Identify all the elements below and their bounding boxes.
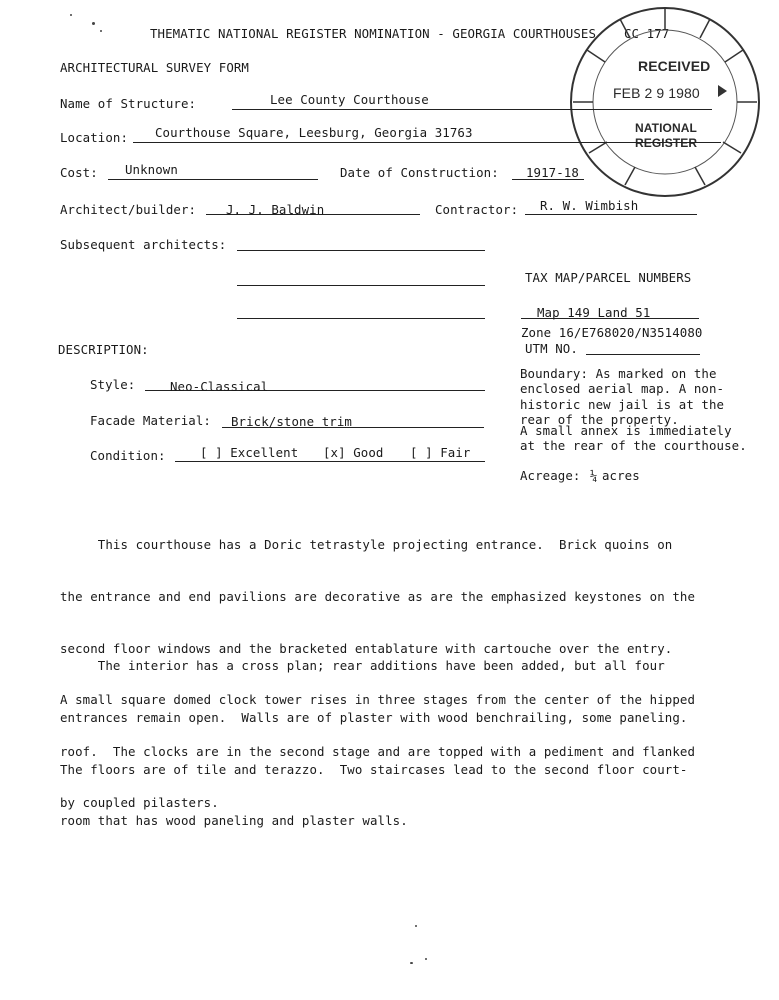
subsequent-underline-2 [237, 285, 485, 286]
boundary-line: enclosed aerial map. A non- [520, 381, 725, 396]
condition-underline [175, 461, 485, 462]
boundary-line: A small annex is immediately [520, 423, 732, 438]
body-line: roof. The clocks are in the second stage and are topped with a pediment and flanked [60, 743, 696, 759]
description-heading: DESCRIPTION: [58, 342, 149, 357]
stamp-register: REGISTER [635, 136, 698, 150]
location-underline [133, 142, 721, 143]
boundary-line: at the rear of the courthouse. [520, 438, 747, 453]
name-value: Lee County Courthouse [270, 92, 429, 107]
facade-value: Brick/stone trim [231, 414, 352, 429]
scan-speck [410, 962, 413, 964]
boundary-line: rear of the property. [520, 412, 679, 427]
tax-heading: TAX MAP/PARCEL NUMBERS [525, 270, 692, 285]
subsequent-underline-1 [237, 250, 485, 251]
acreage-value: ¼ [590, 468, 598, 483]
condition-label: Condition: [90, 448, 166, 463]
utm-label: UTM NO. [525, 341, 578, 356]
stamp-received: RECEIVED [638, 58, 711, 74]
scan-speck [92, 22, 95, 25]
zone-value: Zone 16/E768020/N3514080 [521, 325, 703, 340]
form-name: ARCHITECTURAL SURVEY FORM [60, 60, 249, 75]
contractor-value: R. W. Wimbish [540, 198, 639, 213]
condition-fair: [ ] Fair [410, 445, 471, 460]
body-line: The interior has a cross plan; rear additions have been added, but all four [60, 658, 665, 674]
cost-label: Cost: [60, 165, 98, 180]
location-value: Courthouse Square, Leesburg, Georgia 31763 [155, 125, 473, 140]
architect-label: Architect/builder: [60, 202, 197, 217]
style-label: Style: [90, 377, 136, 392]
style-value: Neo-Classical [170, 379, 269, 394]
body-line: by coupled pilasters. [60, 795, 219, 811]
body-line: room that has wood paneling and plaster walls. [60, 813, 408, 829]
body-line: A small square domed clock tower rises in three stages from the center of the hipped [60, 692, 696, 708]
contractor-label: Contractor: [435, 202, 519, 217]
facade-label: Facade Material: [90, 413, 211, 428]
name-underline [232, 109, 712, 110]
boundary-line: Boundary: As marked on the [520, 366, 717, 381]
body-line: This courthouse has a Doric tetrastyle projecting entrance. Brick quoins on [60, 537, 673, 553]
stamp-date: FEB 2 9 1980 [613, 85, 700, 101]
acreage-unit: acres [602, 468, 640, 483]
date-value: 1917-18 [526, 165, 579, 180]
utm-underline [586, 354, 700, 355]
scan-speck [415, 925, 417, 927]
location-label: Location: [60, 130, 129, 145]
acreage-label: Acreage: [520, 468, 581, 483]
date-label: Date of Construction: [340, 165, 499, 180]
subsequent-underline-3 [237, 318, 485, 319]
cost-underline [108, 179, 318, 180]
stamp-national: NATIONAL [635, 121, 697, 135]
scan-speck [425, 958, 427, 960]
subsequent-label: Subsequent architects: [60, 237, 227, 252]
document-title: THEMATIC NATIONAL REGISTER NOMINATION - GEORGIA COURTHOUSES [150, 26, 597, 41]
map-value: Map 149 Land 51 [537, 305, 651, 320]
contractor-underline [525, 214, 697, 215]
body-line: the entrance and end pavilions are decorative as are the emphasized keystones on the [60, 589, 696, 605]
scan-speck [70, 14, 72, 16]
body-line: The floors are of tile and terazzo. Two staircases lead to the second floor court- [60, 761, 688, 777]
condition-good: [x] Good [323, 445, 384, 460]
document-code: CC 177 [624, 26, 670, 41]
body-line: entrances remain open. Walls are of plaster with wood benchrailing, some paneling. [60, 710, 688, 726]
boundary-line: historic new jail is at the [520, 397, 725, 412]
scan-speck [100, 30, 102, 32]
name-label: Name of Structure: [60, 96, 197, 111]
architect-value: J. J. Baldwin [226, 202, 325, 217]
body-paragraph-2 [60, 623, 720, 847]
cost-value: Unknown [125, 162, 178, 177]
received-stamp [565, 5, 765, 200]
condition-excellent: [ ] Excellent [200, 445, 299, 460]
body-line: second floor windows and the bracketed entablature with cartouche over the entry. [60, 640, 673, 656]
